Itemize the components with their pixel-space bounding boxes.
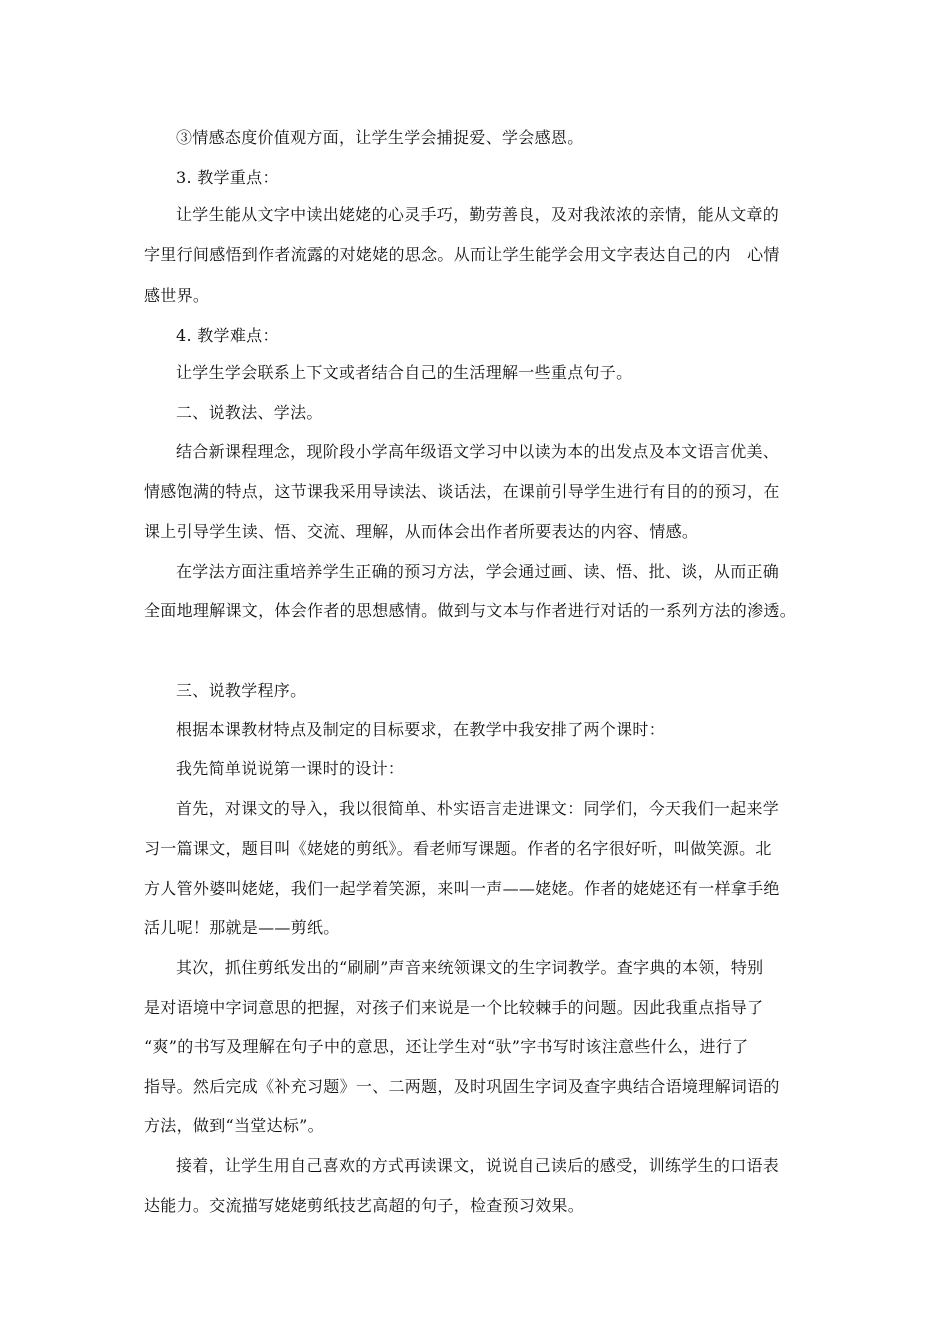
- paragraph-line: 全面地理解课文，体会作者的思想感情。做到与文本与作者进行对话的一系列方法的渗透。: [144, 601, 797, 620]
- key-points-heading: 3. 教学重点：: [176, 168, 279, 187]
- paragraph-line: 达能力。交流描写姥姥剪纸技艺高超的句子，检查预习效果。: [144, 1196, 585, 1215]
- paragraph-line: “爽”的书写及理解在句子中的意思，还让学生对“驮”字书写时该注意些什么，进行了: [144, 1037, 749, 1056]
- paragraph-line: 方法，做到“当堂达标”。: [144, 1116, 324, 1135]
- paragraph-line: 接着，让学生用自己喜欢的方式再读课文，说说自己读后的感受，训练学生的口语表: [176, 1156, 780, 1175]
- paragraph-line: 让学生能从文字中读出姥姥的心灵手巧，勤劳善良，及对我浓浓的亲情，能从文章的: [176, 205, 780, 224]
- section-heading-procedure: 三、说教学程序。: [176, 681, 307, 700]
- paragraph-line: 让学生学会联系上下文或者结合自己的生活理解一些重点句子。: [176, 363, 633, 382]
- paragraph-line: 方人管外婆叫姥姥，我们一起学着笑源，来叫一声——姥姥。作者的姥姥还有一样拿手绝: [144, 879, 780, 898]
- paragraph-line: 指导。然后完成《补充习题》一、二两题，及时巩固生字词及查字典结合语境理解词语的: [144, 1077, 780, 1096]
- paragraph-line: 根据本课教材特点及制定的目标要求，在教学中我安排了两个课时：: [176, 720, 666, 739]
- paragraph-line: 课上引导学生读、悟、交流、理解，从而体会出作者所要表达的内容、情感。: [144, 522, 699, 541]
- paragraph-line: 活儿呢！那就是——剪纸。: [144, 918, 340, 937]
- paragraph-line: 是对语境中字词意思的把握，对孩子们来说是一个比较棘手的问题。因此我重点指导了: [144, 998, 764, 1017]
- paragraph-line: 其次，抓住剪纸发出的“刷刷”声音来统领课文的生字词教学。查字典的本领，特别: [176, 958, 764, 977]
- paragraph-line: 字里行间感悟到作者流露的对姥姥的思念。从而让学生能学会用文字表达自己的内 心情: [144, 245, 780, 264]
- paragraph-line: 情感饱满的特点，这节课我采用导读法、谈话法，在课前引导学生进行有目的的预习，在: [144, 482, 780, 501]
- paragraph-line: 结合新课程理念，现阶段小学高年级语文学习中以读为本的出发点及本文语言优美、: [176, 442, 780, 461]
- paragraph-line: 感世界。: [144, 286, 210, 305]
- objective-emotion-line: ③情感态度价值观方面，让学生学会捕捉爱、学会感恩。: [176, 128, 584, 147]
- paragraph-line: 首先，对课文的导入，我以很简单、朴实语言走进课文：同学们，今天我们一起来学: [176, 799, 780, 818]
- paragraph-line: 在学法方面注重培养学生正确的预习方法，学会通过画、读、悟、批、谈，从而正确: [176, 562, 780, 581]
- paragraph-line: 我先简单说说第一课时的设计：: [176, 759, 405, 778]
- section-heading-methods: 二、说教法、学法。: [176, 403, 323, 422]
- paragraph-line: 习一篇课文，题目叫《姥姥的剪纸》。看老师写课题。作者的名字很好听，叫做笑源。北: [144, 839, 772, 858]
- difficult-points-heading: 4. 教学难点：: [176, 326, 279, 345]
